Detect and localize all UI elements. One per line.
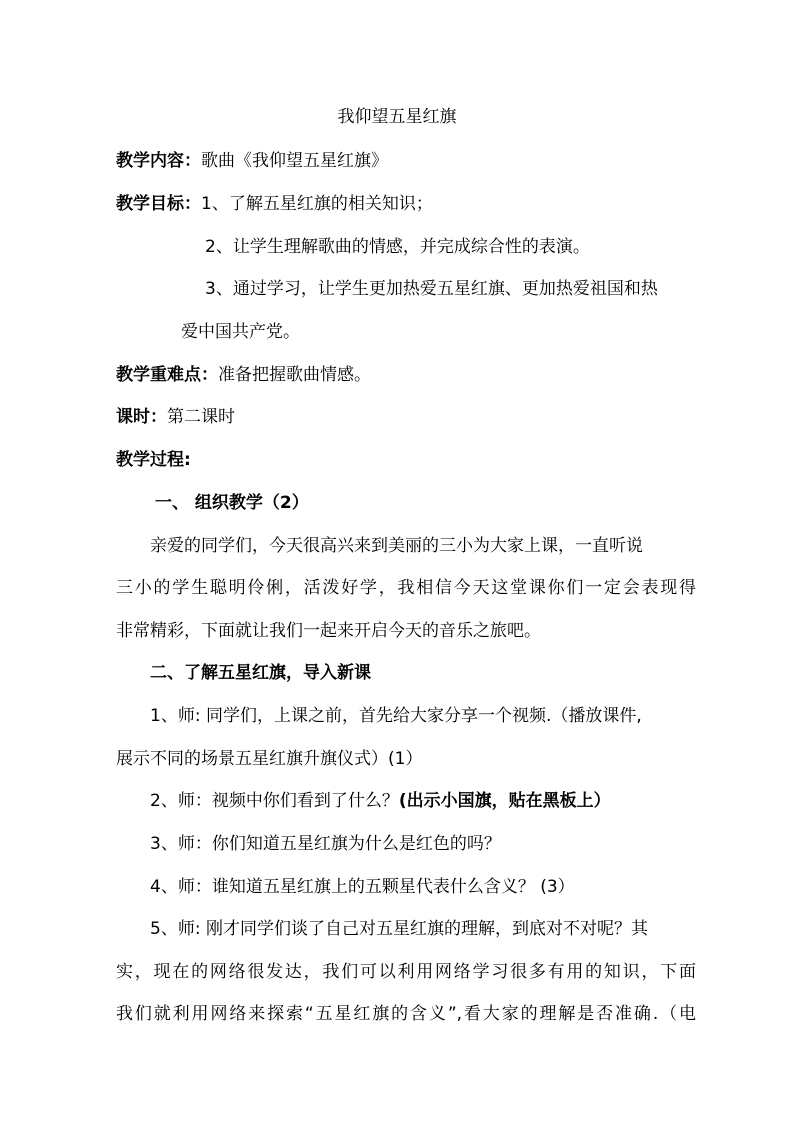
step-1-line-2: 展示不同的场景五星红旗升旗仪式）(1） — [116, 749, 423, 769]
content-row — [116, 149, 388, 173]
goal-item-1: 1、了解五星红旗的相关知识； — [201, 194, 433, 214]
period-text: 第二课时 — [167, 407, 235, 427]
goal-item-3-line-2: 爱中国共产党。 — [181, 322, 300, 342]
section-1-paragraph-line-1: 亲爱的同学们，今天很高兴来到美丽的三小为大家上课，一直听说 — [150, 536, 643, 556]
goal-item-3-line-1: 3、通过学习，让学生更加热爱五星红旗、更加热爱祖国和热 — [205, 279, 658, 299]
section-2-heading: 二、了解五星红旗，导入新课 — [150, 663, 371, 683]
difficulty-text: 准备把握歌曲情感。 — [218, 365, 371, 385]
step-2-text: 2、师：视频中你们看到了什么？ — [150, 791, 399, 811]
step-1-line-1: 1、师: 同学们，上课之前，首先给大家分享一个视频.（播放课件, — [150, 706, 642, 726]
difficulty-row — [116, 363, 371, 387]
step-5-line-2: 实，现在的网络很发达，我们可以利用网络学习很多有用的知识，下面 — [116, 962, 696, 982]
document-title: 我仰望五星红旗 — [337, 107, 457, 127]
step-3: 3、师：你们知道五星红旗为什么是红色的吗？ — [150, 834, 501, 854]
section-1-paragraph-line-3: 非常精彩，下面就让我们一起来开启今天的音乐之旅吧。 — [116, 621, 541, 641]
section-1-heading: 一、 组织教学（2） — [155, 493, 309, 513]
process-label: 教学过程: — [116, 450, 191, 470]
period-row — [116, 405, 235, 429]
step-2-bold-note: (出示小国旗，贴在黑板上） — [398, 791, 611, 811]
content-label: 教学内容： — [116, 151, 201, 171]
goal-item-2: 2、让学生理解歌曲的情感，并完成综合性的表演。 — [205, 237, 590, 257]
difficulty-label: 教学重难点： — [116, 365, 218, 385]
section-1-paragraph-line-2: 三小的学生聪明伶俐，活泼好学，我相信今天这堂课你们一定会表现得 — [116, 578, 696, 598]
step-2-row — [150, 789, 611, 813]
goals-label: 教学目标： — [116, 194, 201, 214]
step-4: 4、师：谁知道五星红旗上的五颗星代表什么含义？ (3） — [150, 877, 575, 897]
goals-row — [116, 192, 433, 216]
content-text: 歌曲《我仰望五星红旗》 — [201, 151, 388, 171]
step-5-line-1: 5、师: 刚才同学们谈了自己对五星红旗的理解，到底对不对呢？其 — [150, 919, 648, 939]
period-label: 课时： — [116, 407, 167, 427]
step-5-line-3: 我们就利用网络来探索“五星红旗的含义”,看大家的理解是否准确.（电 — [116, 1004, 696, 1024]
